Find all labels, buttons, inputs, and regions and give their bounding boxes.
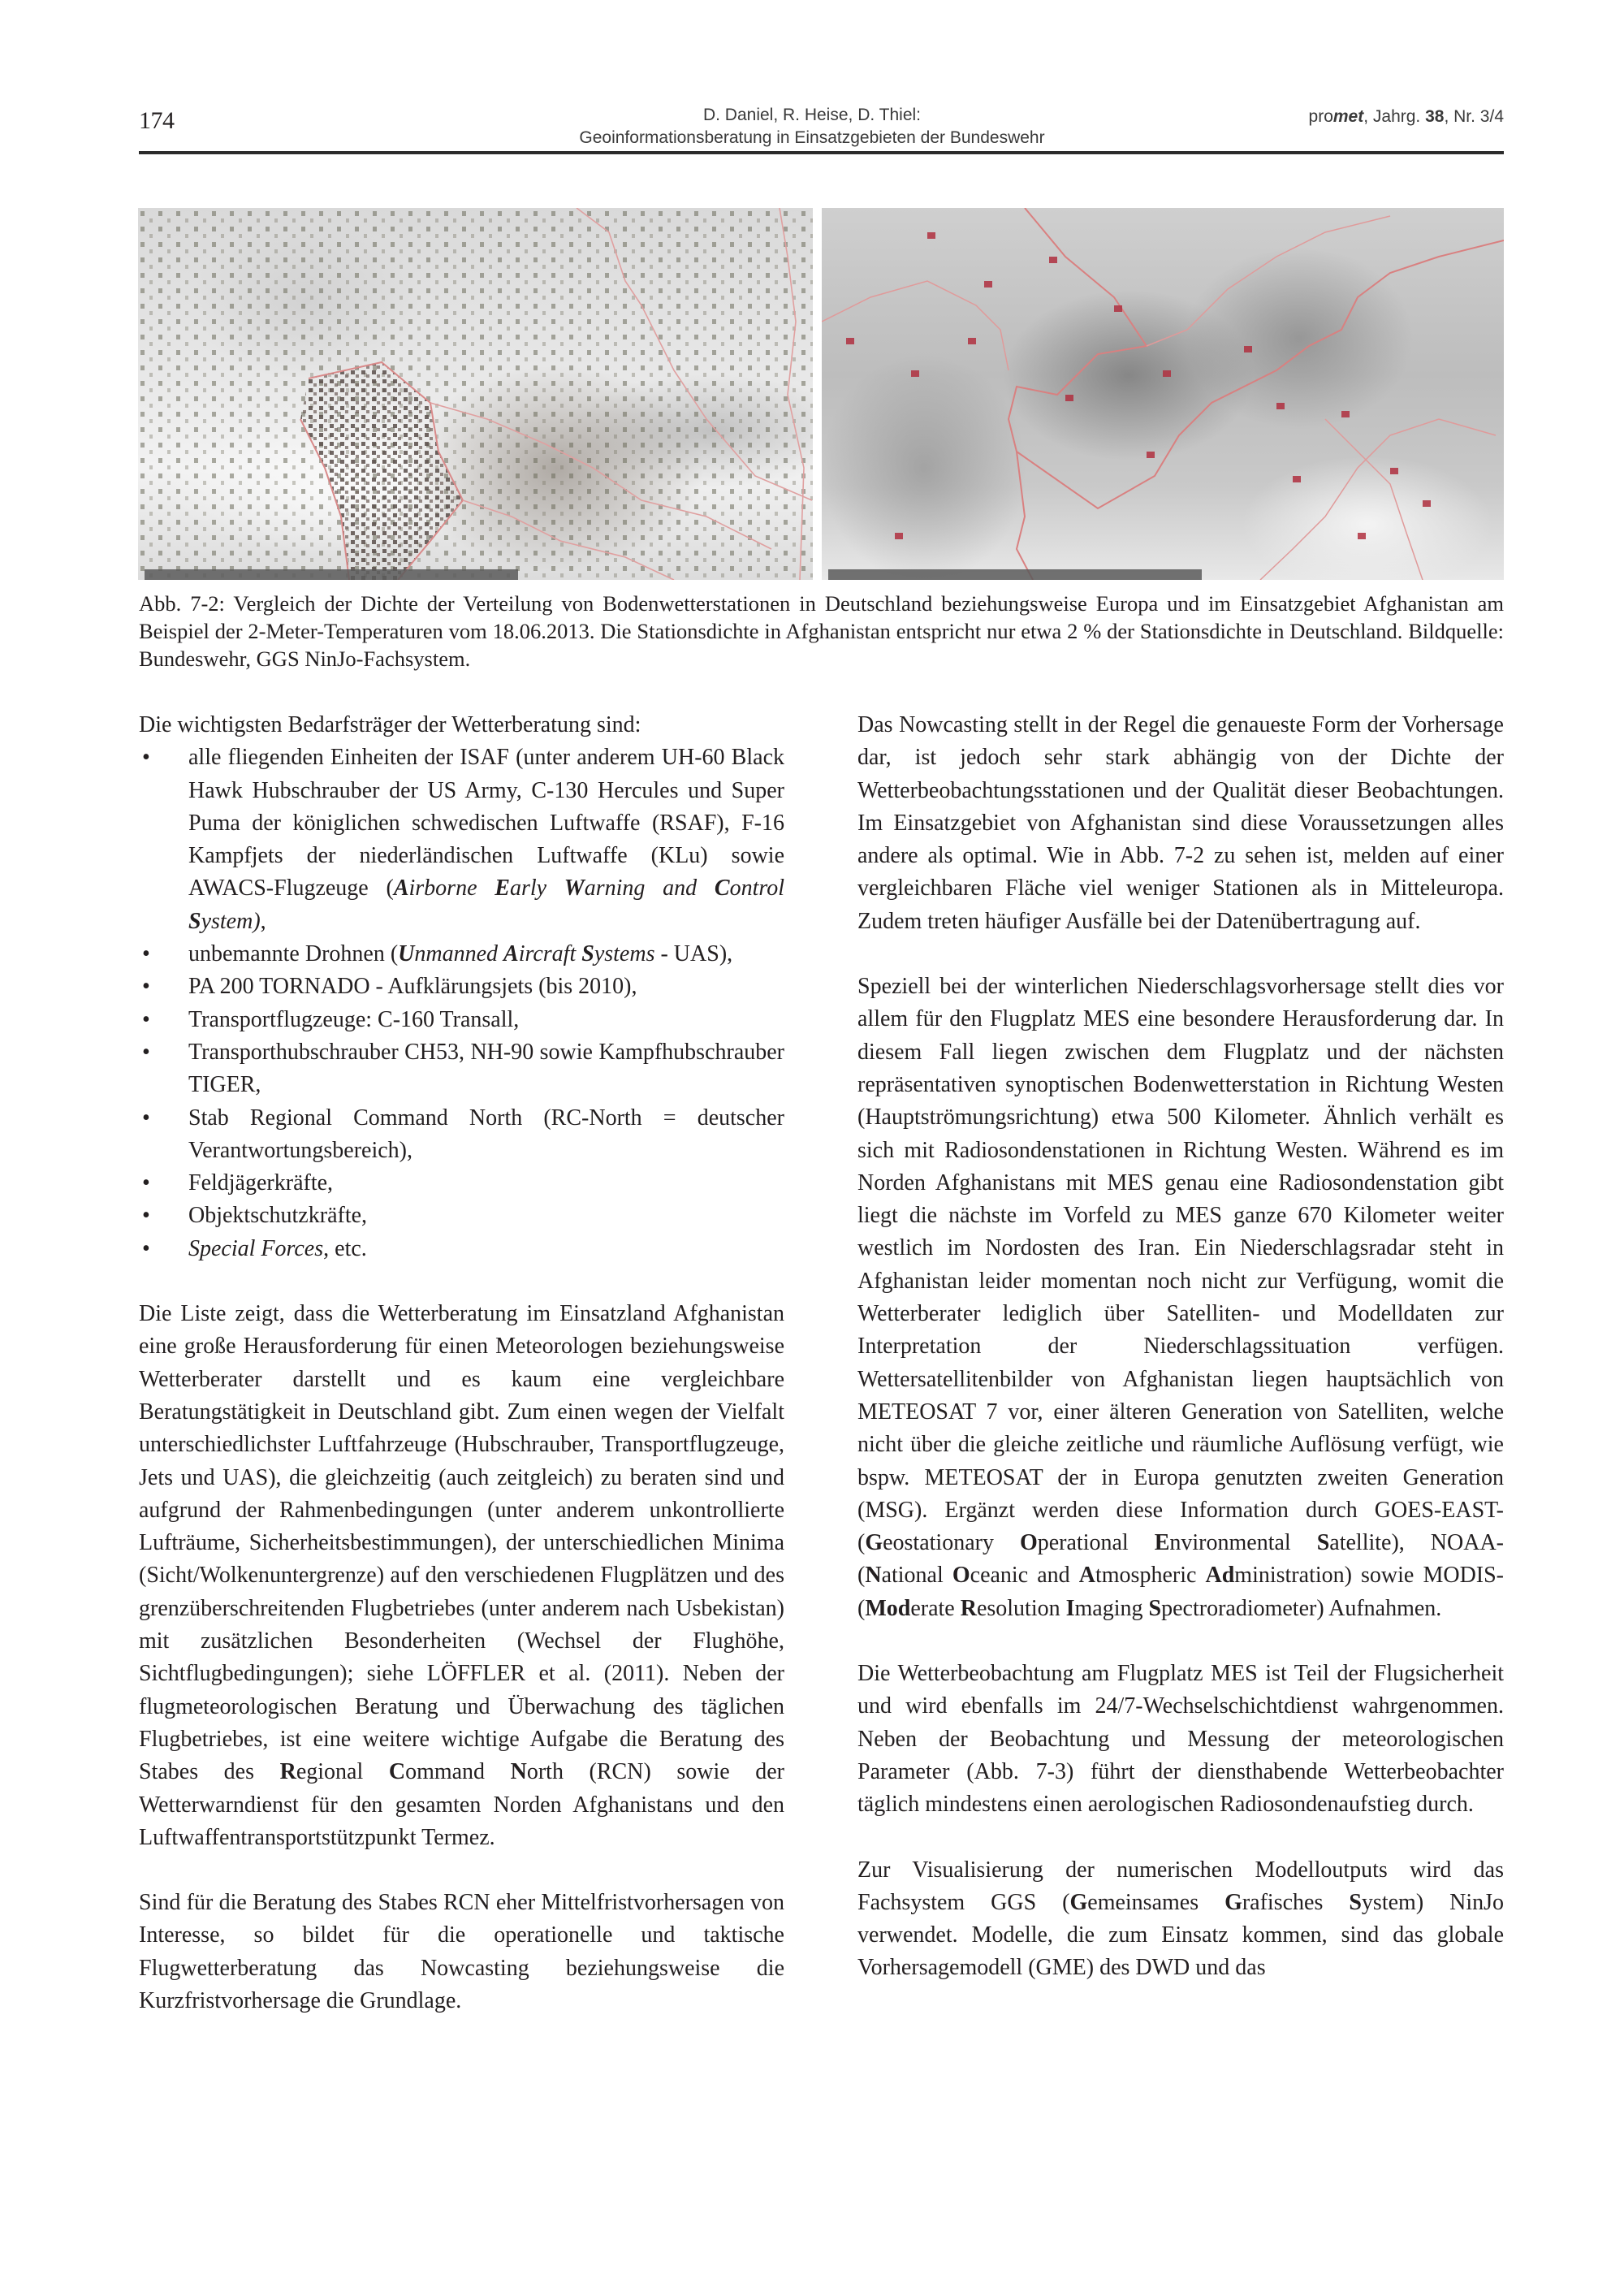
bullet-icon: • [142,1235,150,1261]
paragraph-observation: Die Wetterbeobachtung am Flugplatz MES ist Teil der Flugsicherheit und wird ebenfalls im 24/7-Wechselschichtdienst wahrgenommen. Neben der Beobachtung und Messung der meteorologischen Parameter (Abb. 7-3) führt der diensthabende Wetterbeobachter täglich mindestens einen aerologischen Radiosondenaufstieg durch. [857,1661,1504,1818]
stakeholder-list [139,742,784,1265]
uas-expansion: Unmanned Aircraft Systems [398,941,655,967]
journal-name-emphasis: met [1332,107,1364,126]
header-rule [139,151,1504,154]
afghanistan-map-overlay-icon [822,208,1504,580]
map-status-bar [145,569,518,580]
journal-reference [1309,107,1504,127]
list-item: • unbemannte Drohnen (Unmanned Aircraft Systems - UAS), [139,938,784,971]
bullet-icon: • [142,1039,150,1065]
list-intro: Die wichtigsten Bedarfsträger der Wetterberatung sind: [139,712,641,737]
list-item: • Transportflugzeuge: C-160 Transall, [139,1004,784,1036]
figure-caption: Abb. 7-2: Vergleich der Dichte der Verteilung von Bodenwetterstationen in Deutschland beziehungsweise Europa und im Einsatzgebiet Afghanistan am Beispiel der 2-Meter-Temperaturen vom 18.06.2013. Die Stationsdichte in Afghanistan entspricht nur etwa 2 % der Stationsdichte in Deutschland. Bildquelle: Bundeswehr, GGS NinJo-Fachsystem. [139,591,1504,671]
list-item: • Feldjägerkräfte, [139,1167,784,1200]
list-item-text: alle fliegenden Einheiten der ISAF (unter anderem UH-60 Black Hawk Hubschrauber der US Army, C-130 Hercules und Super Puma der königlichen schwedischen Luftwaffe (RSAF), F-16 Kampfjets der niederländischen Luftwaffe (KLu) sowie AWACS-Flugzeuge ( [188,745,784,902]
paragraph-forecast-basis: Sind für die Beratung des Stabes RCN eher Mittelfristvorhersagen von Interesse, so bildet für die operationelle und taktische Flugwetterberatung das Nowcasting beziehungsweise die Kurzfristvorhersage die Grundlage. [139,1890,784,2013]
list-item: • Transporthubschrauber CH53, NH-90 sowie Kampfhubschrauber TIGER, [139,1036,784,1102]
list-item: • PA 200 TORNADO - Aufklärungsjets (bis 2010), [139,971,784,1003]
awacs-expansion: Airborne Early Warning and Control System) [188,876,784,934]
bullet-icon: • [142,941,150,967]
left-column [139,709,784,2017]
paragraph-challenges: Die Liste zeigt, dass die Wetterberatung im Einsatzland Afghanistan eine große Herausforderung für einen Meteorologen beziehungsweise Wetterberater darstellt und es kaum eine vergleichbare Beratungstätigkeit in Deutschland gibt. Zum einen wegen der Vielfalt unterschiedlichster Luftfahrzeuge (Hubschrauber, Transportflugzeuge, Jets und UAS), die gleichzeitig (auch zeitgleich) zu beraten sind und aufgrund der Rahmenbedingungen (unter anderem unkontrollierte Lufträume, Sicherheitsbestimmungen), der unterschiedlichen Minima (Sicht/Wolkenuntergrenze) auf den verschiedenen Flugplätzen und des grenzüberschreitenden Flugbetriebes (unter anderem nach Usbekistan) mit zusätzlichen Besonderheiten (Wechsel der Flughöhe, Sichtflugbedingungen); siehe LÖFFLER et al. (2011). Neben der flugmeteorologischen Beratung und Überwachung des täglichen Flugbetriebes, ist eine weitere wichtige Aufgabe die Beratung des Stabes des Regional Command North (RCN) sowie der Wetterwarndienst für den gesamten Norden Afghanistans und den Luftwaffentransportstützpunkt Termez. [139,1301,784,1850]
list-item: • Special Forces, etc. [139,1233,784,1265]
right-column [857,709,1504,1985]
bullet-icon: • [142,1203,150,1229]
bullet-icon: • [142,745,150,771]
bullet-icon: • [142,1105,150,1131]
journal-issue: , Nr. 3/4 [1444,107,1504,126]
europe-station-map [138,208,813,580]
paragraph-precipitation: Speziell bei der winterlichen Niederschlagsvorhersage stellt dies vor allem für den Flugplatz MES eine besondere Herausforderung dar. In diesem Fall liegen zwischen dem Flugplatz und der nächsten repräsentativen synoptischen Bodenwetterstation in Richtung Westen (Hauptströmungsrichtung) etwa 500 Kilometer. Ähnlich verhält es sich mit Radiosondenstationen in Richtung Westen. Während es im Norden Afghanistans mit MES genau eine Radiosondenstation gibt liegt die nächste im Vorfeld zu MES ganze 670 Kilometer weiter westlich im Nordosten des Iran. Ein Niederschlagsradar steht in Afghanistan leider momentan noch nicht zur Verfügung, womit die Wetterberater lediglich über Satelliten- und Modelldaten zur Interpretation der Niederschlagssituation verfügen. Wettersatellitenbilder von Afghanistan liegen hauptsächlich von METEOSAT 7 vor, einer älteren Generation von Satelliten, welche nicht über die gleiche zeitliche und räumliche Auflösung verfügt, wie bspw. METEOSAT der in Europa genutzten zweiten Generation (MSG). Ergänzt werden diese Information durch GOES-EAST- (Geostationary Operational Environmental Satellite), NOAA- (National Oceanic and Atmospheric Administration) sowie MODIS- (Moderate Resolution Imaging Spectroradiometer) Aufnahmen. [857,974,1505,1621]
bullet-icon: • [142,1170,150,1196]
list-item: • Objektschutzkräfte, [139,1200,784,1232]
page-number: 174 [139,107,175,134]
figure-7-2 [138,208,1504,580]
journal-name-prefix: pro [1308,107,1333,126]
afghanistan-station-map [822,208,1504,580]
europe-map-overlay-icon [138,208,813,580]
list-item: • alle fliegenden Einheiten der ISAF (unter anderem UH-60 Black Hawk Hubschrauber der US Army, C-130 Hercules und Super Puma der königlichen schwedischen Luftwaffe (RSAF), F-16 Kampfjets der niederländischen Luftwaffe (KLu) sowie AWACS-Flugzeuge (Airborne Early Warning and Control System), [139,742,784,938]
journal-volume: 38 [1425,107,1445,126]
bullet-icon: • [142,974,150,1000]
paragraph-visualisation: Zur Visualisierung der numerischen Modelloutputs wird das Fachsystem GGS (Gemeinsames Grafisches System) NinJo verwendet. Modelle, die zum Einsatz kommen, sind das globale Vorhersagemodell (GME) des DWD und das [857,1857,1504,1981]
paragraph-nowcasting: Das Nowcasting stellt in der Regel die genaueste Form der Vorhersage dar, ist jedoch sehr stark abhängig von der Dichte der Wetterbeobachtungsstationen und der Qualität dieser Beobachtungen. Im Einsatzgebiet von Afghanistan sind diese Voraussetzungen alles andere als optimal. Wie in Abb. 7-2 zu sehen ist, melden auf einer vergleichbaren Fläche viel weniger Stationen als in Mitteleuropa. Zudem treten häufiger Ausfälle bei der Datenübertragung auf. [857,712,1504,934]
journal-year-label: , Jahrg. [1363,107,1426,126]
header-article-title: Geoinformationsberatung in Einsatzgebieten der Bundeswehr [579,128,1045,147]
map-status-bar [828,569,1202,580]
list-item: • Stab Regional Command North (RC-North = deutscher Verantwortungsbereich), [139,1102,784,1168]
header-authors: D. Daniel, R. Heise, D. Thiel: [702,106,922,124]
running-header [406,104,1218,149]
bullet-icon: • [142,1006,150,1032]
